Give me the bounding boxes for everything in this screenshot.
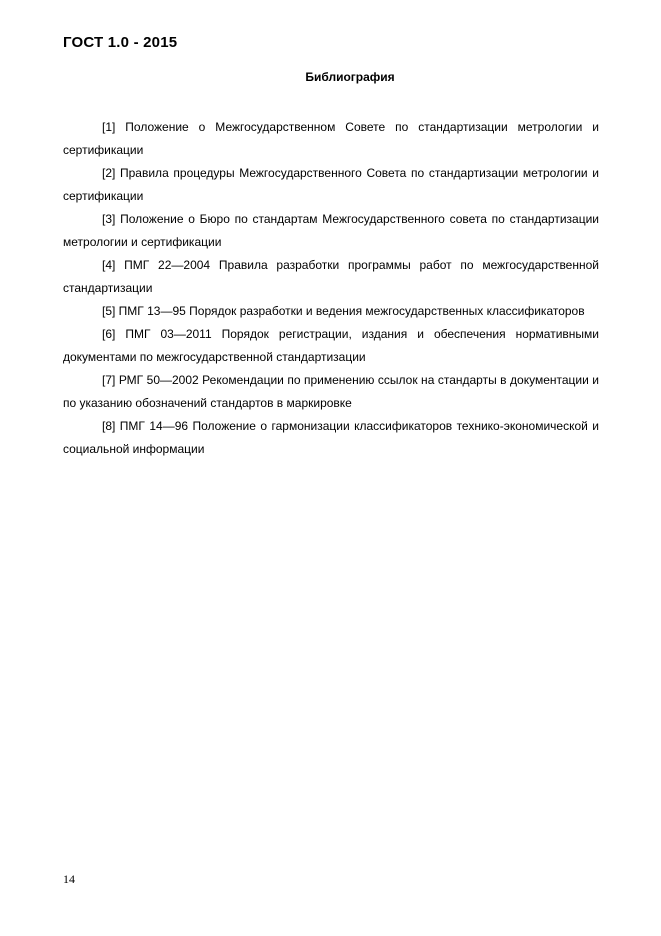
bibliography-entry-2: [2] Правила процедуры Межгосударственного Совета по стандартизации метрологии и сертификации bbox=[63, 166, 599, 203]
bibliography-entry-5: [5] ПМГ 13—95 Порядок разработки и ведения межгосударственных классификаторов bbox=[102, 304, 585, 318]
bibliography-list bbox=[63, 116, 599, 461]
bibliography-entry-7: [7] РМГ 50—2002 Рекомендации по применению ссылок на стандарты в документации и по указанию обозначений стандартов в маркировке bbox=[63, 373, 599, 410]
section-title: Библиография bbox=[305, 70, 395, 84]
bibliography-entry-6: [6] ПМГ 03—2011 Порядок регистрации, издания и обеспечения нормативными документами по межгосударственной стандартизации bbox=[63, 327, 599, 364]
bibliography-entry-1: [1] Положение о Межгосударственном Совете по стандартизации метрологии и сертификации bbox=[63, 120, 599, 157]
document-code: ГОСТ 1.0 - 2015 bbox=[63, 34, 178, 51]
page-number: 14 bbox=[63, 872, 75, 886]
bibliography-entry-8: [8] ПМГ 14—96 Положение о гармонизации классификаторов технико-экономической и социальной информации bbox=[63, 419, 599, 456]
bibliography-entry-4: [4] ПМГ 22—2004 Правила разработки программы работ по межгосударственной стандартизации bbox=[63, 258, 599, 295]
bibliography-entry-3: [3] Положение о Бюро по стандартам Межгосударственного совета по стандартизации метрологии и сертификации bbox=[63, 212, 599, 249]
